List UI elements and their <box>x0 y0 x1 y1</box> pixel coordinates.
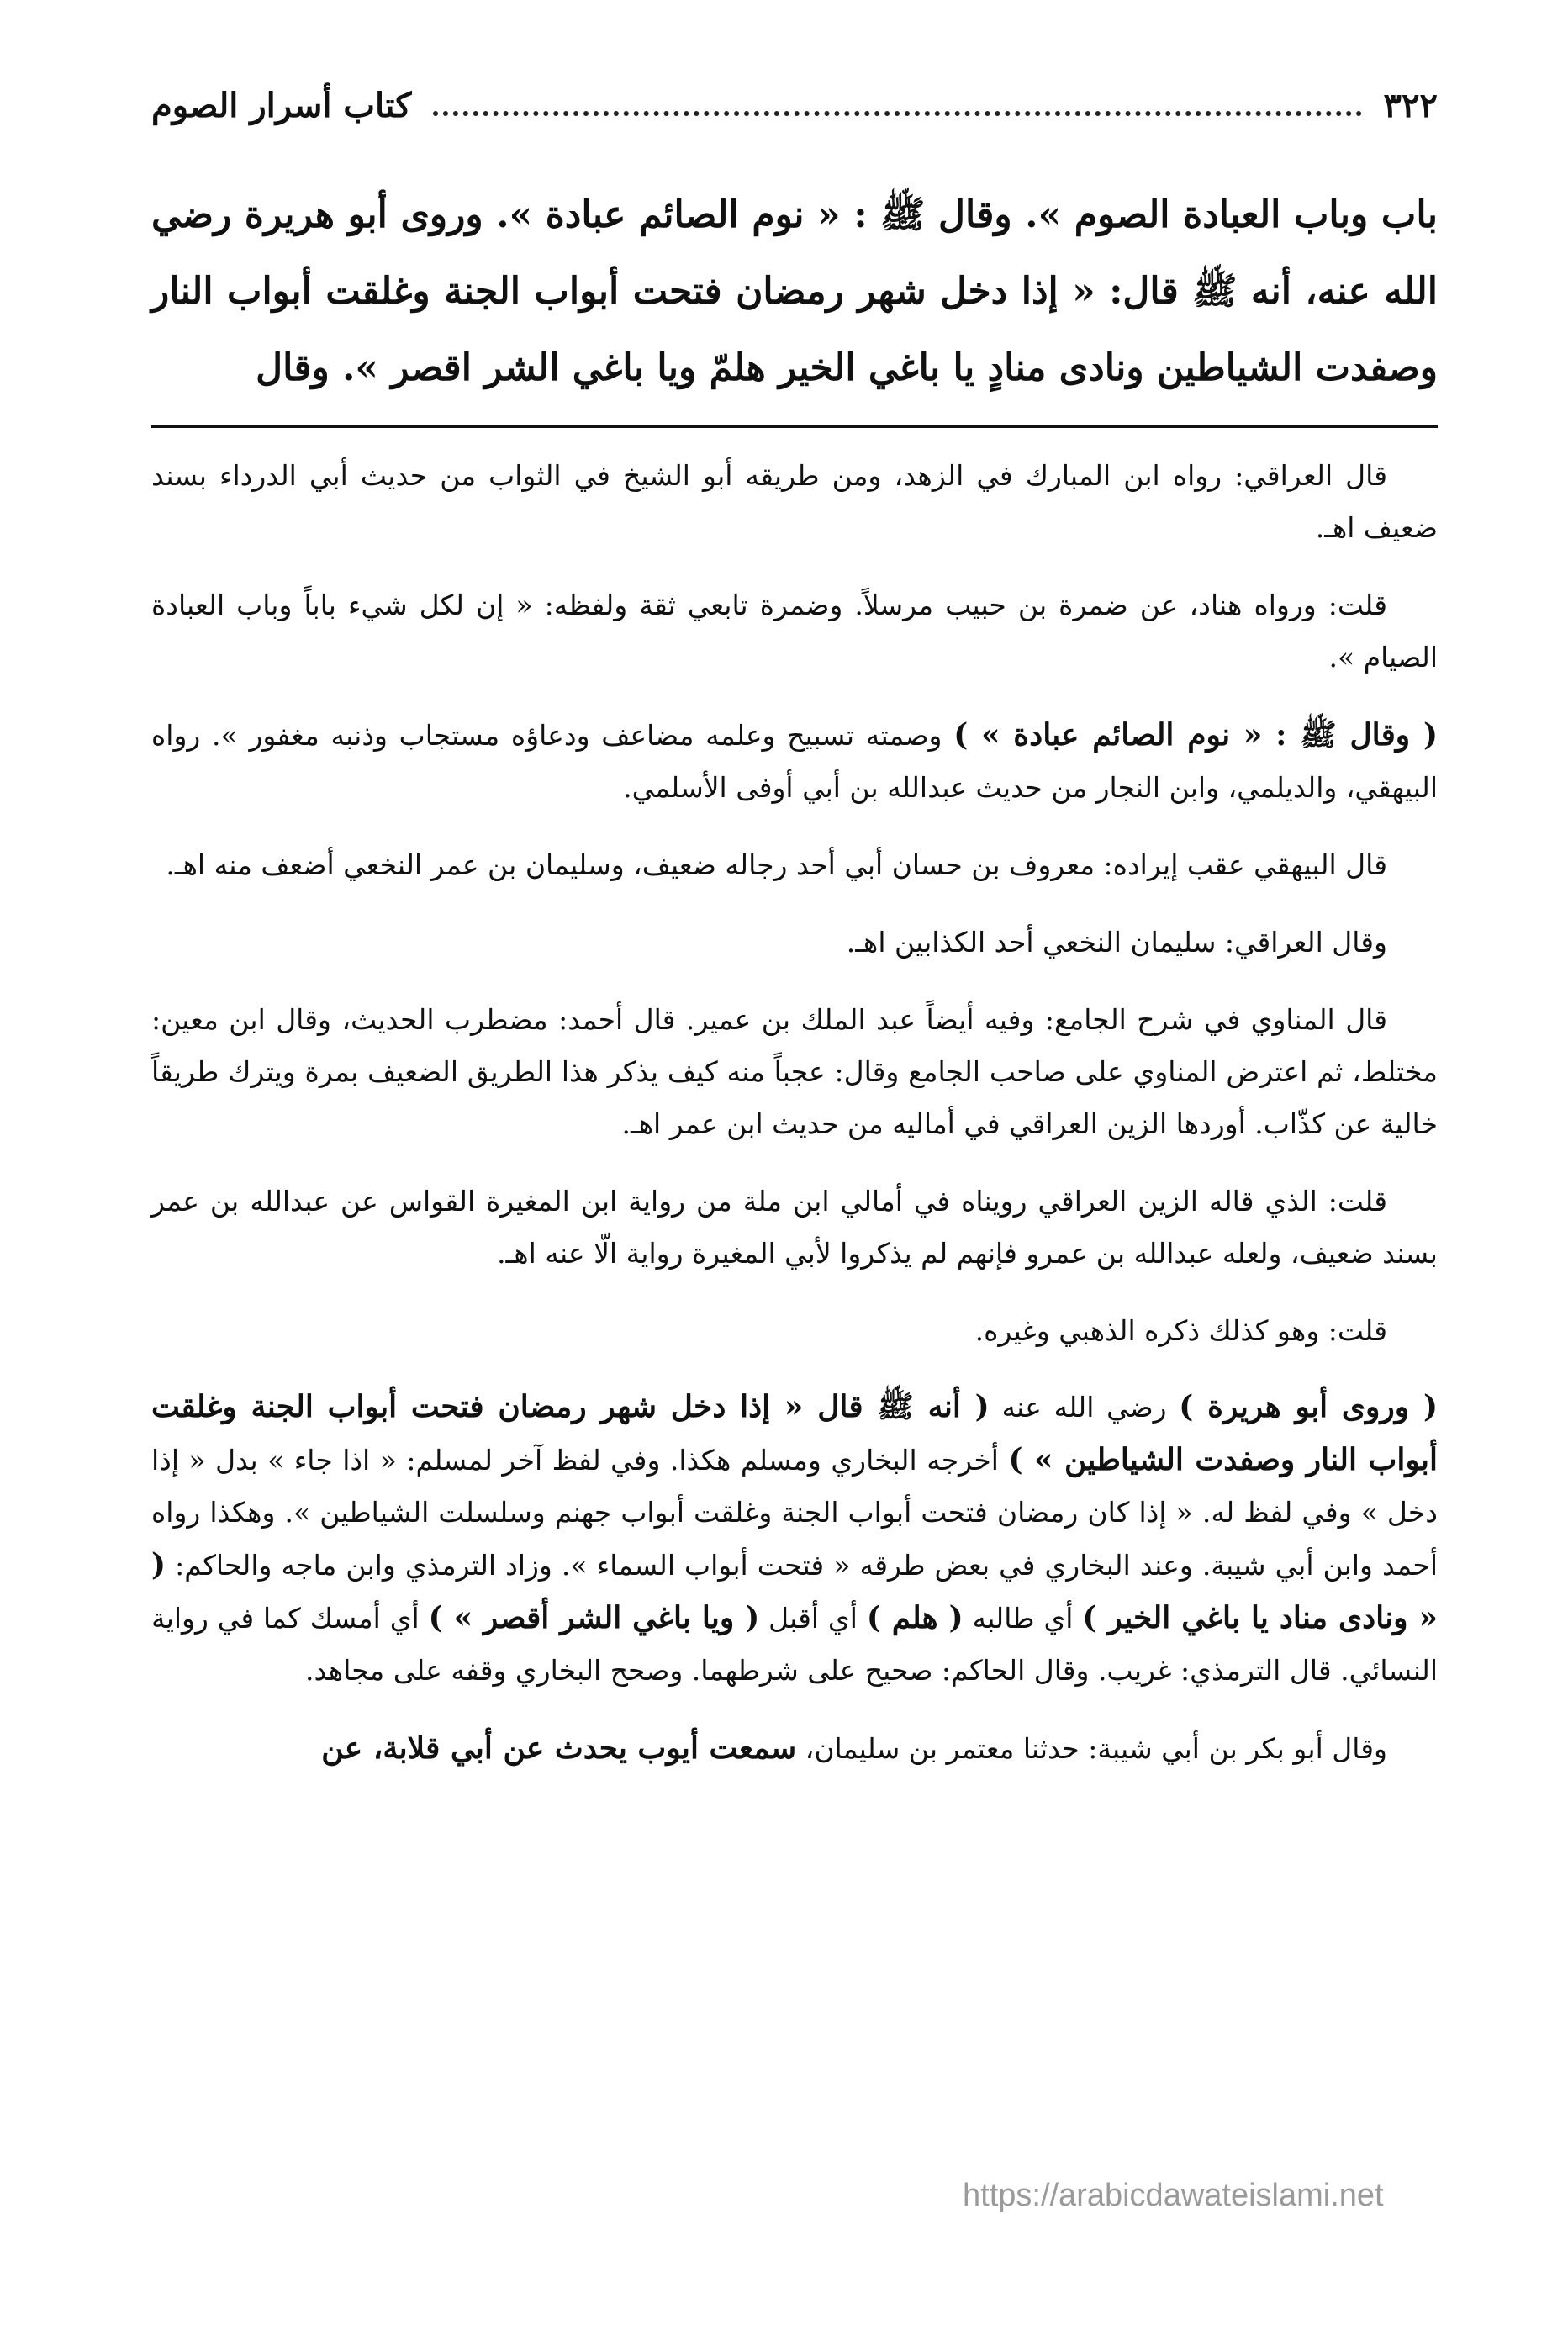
main-paragraph: باب وباب العبادة الصوم ». وقال ﷺ : « نوم الصائم عبادة ». وروى أبو هريرة رضي الله عنه، أنه ﷺ قال: « إذا دخل شهر رمضان فتحت أبواب الجنة وغلقت أبواب النار وصفدت الشياطين ونادى منادٍ يا باغي الخير هلمّ ويا باغي الشر اقصر ». وقال <box>151 193 1438 389</box>
note-iraqi: قال العراقي: رواه ابن المبارك في الزهد، ومن طريقه أبو الشيخ في الثواب من حديث أبي الدرداء بسند ضعيف اهـ. <box>151 459 1438 544</box>
note-text: رضي الله عنه <box>989 1391 1180 1424</box>
watermark-url: https://arabicdawateislami.net <box>963 2178 1384 2213</box>
quoted-hadith: ( وقال ﷺ : « نوم الصائم عبادة » ) <box>953 717 1439 753</box>
main-text <box>151 177 1438 406</box>
quoted-text: ( أنه ﷺ قال « إذا دخل شهر رمضان فتحت أبواب الجنة وغلقت أبواب النار وصفدت الشياطين » ) <box>151 1389 1439 1477</box>
book-title: كتاب أسرار الصوم <box>151 85 412 125</box>
quoted-text: ( وروى أبو هريرة ) <box>1179 1389 1439 1424</box>
page-header <box>151 67 1438 143</box>
note-sleep-hadith <box>151 709 1438 814</box>
note-munawi: قال المناوي في شرح الجامع: وفيه أيضاً عبد الملك بن عمير. قال أحمد: مضطرب الحديث، وقال ابن معين: مختلط، ثم اعترض المناوي على صاحب الجامع وقال: عجباً منه كيف يذكر هذا الطريق الضعيف بمرة ويترك طريقاً خالية عن كذّاب. أوردها الزين العراقي في أماليه من حديث ابن عمر اهـ. <box>151 1003 1438 1140</box>
quoted-text: ( هلم ) <box>866 1600 964 1635</box>
commentary <box>151 450 1438 1775</box>
note-text: أي أقبل <box>759 1602 867 1635</box>
quoted-text: ( « ونادى مناد يا باغي الخير ) <box>151 1547 1438 1635</box>
quoted-text: ( ويا باغي الشر أقصر » ) <box>428 1600 760 1635</box>
note-dhahabi: قلت: وهو كذلك ذكره الذهبي وغيره. <box>974 1314 1387 1347</box>
note-text: أخرجه البخاري ومسلم هكذا. وفي لفظ آخر لمسلم: « اذا جاء » بدل « إذا دخل » وفي لفظ له. « إذا كان رمضان فتحت أبواب الجنة وغلقت أبواب جهنم وسلسلت الشياطين ». وهكذا رواه أحمد وابن أبي شيبة. وعند البخاري في بعض طرقه « فتحت أبواب السماء ». وزاد الترمذي وابن ماجه والحاكم: <box>151 1444 1438 1582</box>
note-hannad: قلت: ورواه هناد، عن ضمرة بن حبيب مرسلاً. وضمرة تابعي ثقة ولفظه: « إن لكل شيء باباً وباب العبادة الصيام ». <box>151 589 1438 674</box>
note-ibn-abi-shayba <box>151 1722 1438 1775</box>
header-dotted-leader <box>433 111 1361 116</box>
book-page <box>151 67 1438 2253</box>
page-number: ٣٢٢ <box>1383 85 1438 125</box>
note-text: وصمته تسبيح وعلمه مضاعف ودعاؤه مستجاب وذنبه مغفور ». رواه البيهقي، والديلمي، وابن النجار من حديث عبدالله بن أبي أوفى الأسلمي. <box>151 719 1438 804</box>
note-zayn-iraqi: قلت: الذي قاله الزين العراقي رويناه في أمالي ابن ملة من رواية ابن المغيرة القواس عن عبدالله بن عمر بسند ضعيف، ولعله عبدالله بن عمرو فإنهم لم يذكروا لأبي المغيرة رواية الّا عنه اهـ. <box>151 1185 1438 1270</box>
note-iraqi-nakhai: وقال العراقي: سليمان النخعي أحد الكذابين اهـ. <box>846 926 1387 959</box>
quoted-text: سمعت أيوب يحدث عن أبي قلابة، عن <box>321 1730 797 1766</box>
note-text: وقال أبو بكر بن أبي شيبة: حدثنا معتمر بن سليمان، <box>796 1732 1387 1765</box>
note-text: أي أمسك كما في رواية النسائي. قال الترمذي: غريب. وقال الحاكم: صحيح على شرطهما. وصحح البخاري وقفه على مجاهد. <box>151 1602 1438 1687</box>
footnote-divider <box>151 425 1438 428</box>
note-text: أي طالبه <box>963 1602 1083 1635</box>
note-bayhaqi: قال البيهقي عقب إيراده: معروف بن حسان أبي أحد رجاله ضعيف، وسليمان بن عمر النخعي أضعف منه اهـ. <box>166 848 1387 881</box>
note-abu-hurayra <box>151 1381 1438 1697</box>
